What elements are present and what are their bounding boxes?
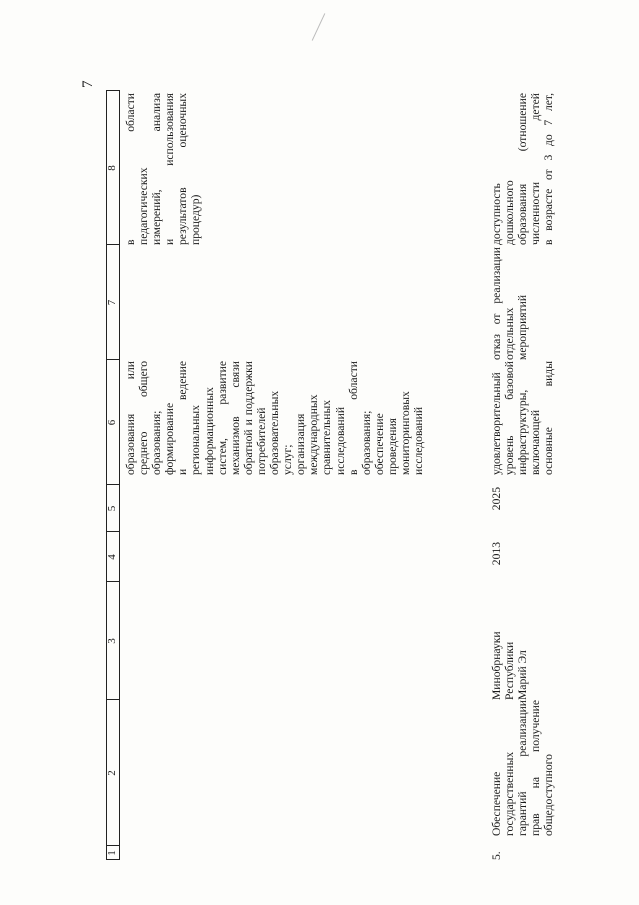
page-number: 7 xyxy=(80,80,96,88)
row5-col6: удовлетворительный уровень базовой инфраструктуры, включающей основные виды xyxy=(490,361,556,475)
header-col-3: 3 xyxy=(106,638,118,644)
header-col-7: 7 xyxy=(106,299,118,306)
continuation-col8: в области педагогических измерений, анализа и использования результатов оценочных процедур) xyxy=(124,93,203,245)
scan-mark xyxy=(312,13,326,41)
header-bottom-border xyxy=(119,90,120,860)
header-col-1: 1 xyxy=(106,850,118,856)
row5-start-year: 2013 xyxy=(490,542,503,566)
row5-col8: доступность дошкольного образования (отношение численности детей в возрасте от 3 до 7 лет, xyxy=(490,93,556,245)
header-col-2: 2 xyxy=(106,770,118,776)
row5-col7: отказ от реализации отдельных мероприятий xyxy=(490,247,530,360)
row5-col2: Обеспечение государственных гарантий реализации прав на получение общедоступного xyxy=(490,700,556,836)
header-col-6: 6 xyxy=(106,419,118,426)
header-col-5: 5 xyxy=(106,505,118,512)
header-col-8: 8 xyxy=(106,165,118,171)
row5-end-year: 2025 xyxy=(490,487,503,511)
row5-col3: Минобрнауки Республики Марий Эл xyxy=(490,631,530,700)
table-sheet xyxy=(106,90,596,860)
header-col-4: 4 xyxy=(106,554,118,560)
continuation-col6: образования или среднего общего образования; формирование и ведение региональных информационных систем, развитие механизмов связи обратной и поддержки потребителей образовательных услуг; организация международных сравнительных исследований в области образования; обеспечение проведения мониторинговых исследований xyxy=(124,361,426,475)
row5-number: 5. xyxy=(490,851,503,860)
